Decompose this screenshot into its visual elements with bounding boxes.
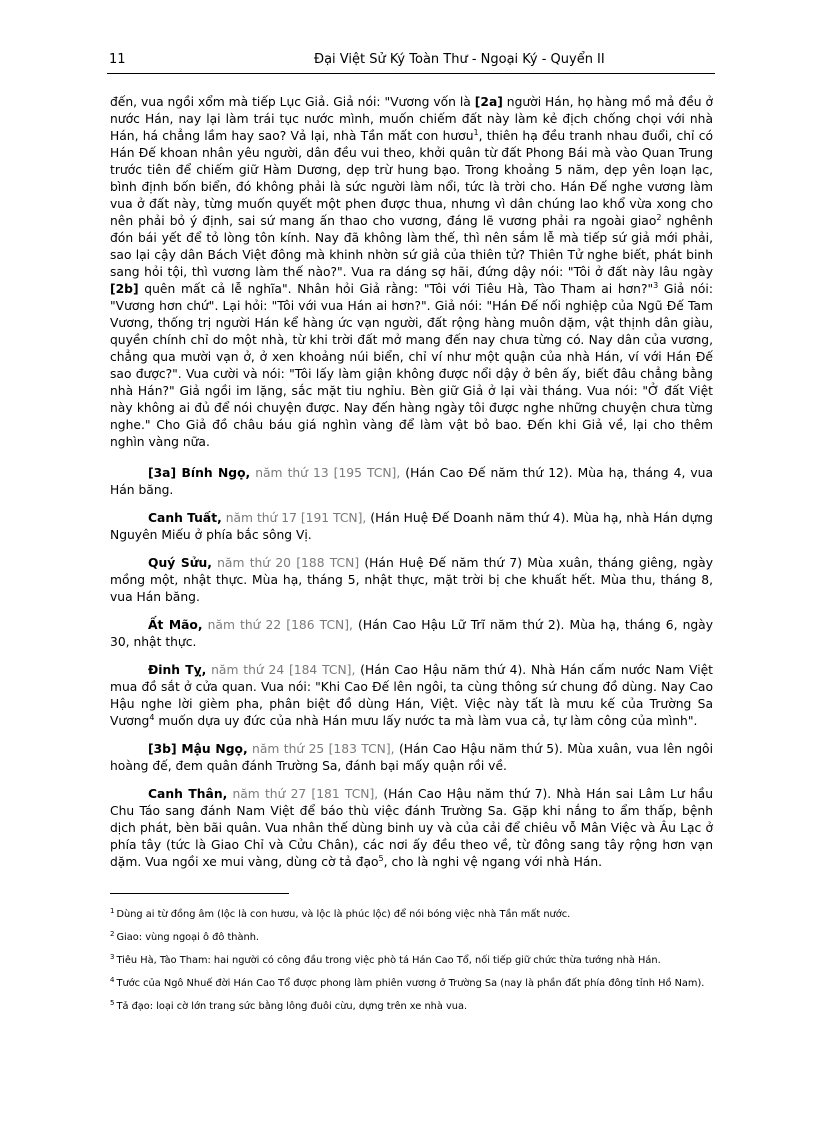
footnotes xyxy=(110,908,713,1023)
year-name: [3b] Mậu Ngọ, xyxy=(148,742,248,756)
text-run: , thiên hạ đều tranh nhau đuổi, chỉ có Hán Đế khoan nhân yêu người, dân đều vui theo, khởi quân từ đất Phong Bái mà vào Quan Trung trước tiên để chiếm giữ Hàm Dương, dẹp trừ hung bạo. Trong khoảng 5 năm, dẹp yên loạn lạc, bình định bốn biển, đó không phải là sức người làm nổi, tức là trời cho. Hán Đế nghe vương làm vua ở đất này, từng muốn quyết một phen được thua, nhưng vì dân chúng lao khổ vừa xong cho nên phải bỏ ý định, sai sứ mang ấn thao cho vương, đáng lẽ vương phải ra ngoài giao xyxy=(110,129,713,228)
entry-text: (Hán Cao Hậu năm thứ 4). Nhà Hán cấm nước Nam Việt mua đồ sắt ở cửa quan. Vua nói: "Khi Cao Đế lên ngôi, ta cùng thông sứ chung đồ dùng. Nay Cao Hậu nghe lời gièm pha, phân biệt đồ dùng Hán, Việt. Việc này tất là mưu kế của Trường Sa Vương xyxy=(110,663,714,728)
intro-paragraph xyxy=(110,94,713,451)
footnote-ref[interactable]: 5 xyxy=(378,854,384,863)
footnote-number: 5 xyxy=(110,999,115,1007)
year-note: năm thứ 13 [195 TCN], xyxy=(250,466,401,480)
entry-text: (Hán Huệ Đế Doanh năm thứ 4). Mùa hạ, nhà Hán dựng Nguyên Miếu ở phía bắc sông Vị. xyxy=(110,511,713,542)
year-name: Đinh Tỵ, xyxy=(148,663,207,677)
footnote-ref[interactable]: 4 xyxy=(149,713,155,722)
text-run: người Hán, họ hàng mồ mả đều ở nước Hán, nay lại làm trái tục nước mình, muốn chiếm đất này làm kẻ địch chống chọi với nhà Hán, há chẳng lầm hay sao? Vả lại, nhà Tần mất con hươu xyxy=(110,95,713,143)
footnote-number: 3 xyxy=(110,953,115,961)
year-note: năm thứ 17 [191 TCN], xyxy=(221,511,367,525)
entry-text: (Hán Cao Hậu Lữ Trĩ năm thứ 2). Mùa hạ, tháng 6, ngày 30, nhật thực. xyxy=(110,618,713,649)
text-run: quên mất cả lễ nghĩa". Nhân hỏi Giả rằng: "Tôi với Tiêu Hà, Tào Tham ai hơn?" xyxy=(138,282,654,296)
year-name: Quý Sửu, xyxy=(148,556,212,570)
text-run: nghênh đón bái yết để tỏ lòng tôn kính. Nay đã không làm thế, thì nên sắm lễ mà tiếp sứ giả mới phải, sao lại cậy dân Bách Việt đông mà khinh nhờn sứ giả của thiên tử? Thiên Tử nghe biết, phát binh sang hỏi tội, thì vương làm thế nào?". Vua ra dáng sợ hãi, đứng dậy nói: "Tôi ở đất này lâu ngày xyxy=(110,214,713,279)
footnote xyxy=(110,908,713,931)
year-entry xyxy=(110,741,713,775)
year-note: năm thứ 24 [184 TCN], xyxy=(206,663,356,677)
footnote-divider xyxy=(110,893,289,894)
year-name: Canh Tuất, xyxy=(148,511,222,525)
footnote-number: 2 xyxy=(110,930,115,938)
year-note: năm thứ 25 [183 TCN], xyxy=(247,742,395,756)
footnote-text: Tước của Ngô Nhuế đời Hán Cao Tổ được phong làm phiên vương ở Trường Sa (nay là phần đất phía đông tỉnh Hồ Nam). xyxy=(116,978,705,989)
year-entry xyxy=(110,510,713,544)
footnote-number: 4 xyxy=(110,976,115,984)
section-marker: [2b] xyxy=(110,282,139,296)
year-entry xyxy=(110,662,713,730)
year-name: Canh Thân, xyxy=(148,787,228,801)
year-entry xyxy=(110,555,713,606)
footnote-text: Tả đạo: loại cờ lớn trang sức bằng lông đuôi cừu, dựng trên xe nhà vua. xyxy=(116,1001,468,1012)
year-entry xyxy=(110,465,713,499)
year-note: năm thứ 27 [181 TCN], xyxy=(227,787,379,801)
year-note: năm thứ 20 [188 TCN] xyxy=(211,556,360,570)
footnote-ref[interactable]: 1 xyxy=(473,128,479,137)
section-marker: [2a] xyxy=(474,95,503,109)
text-run: Giả nói: "Vương hơn chứ". Lại hỏi: "Tôi với vua Hán ai hơn?". Giả nói: "Hán Đế nối nghiệp của Ngũ Đế Tam Vương, thống trị người Hán kể hàng ức vạn người, đất rộng hàng muôn dặm, vật thịnh dân giàu, quyền chính chỉ do một nhà, từ khi trời đất mở mang đến nay chưa từng có. Nay dân của vương, chẳng qua mười vạn ở, ở xen khoảng núi biển, chỉ ví như một quận của nhà Hán, ví với Hán Đế sao được?". Vua cười và nói: "Tôi lấy làm giận không được nổi dậy ở bên ấy, biết đâu chẳng bằng nhà Hán?" Giả ngồi im lặng, sắc mặt tiu nghỉu. Bèn giữ Giả ở lại vài tháng. Vua nói: "Ở đất Việt này không ai đủ để nói chuyện được. Nay đến hàng ngày tôi được nghe những chuyện chưa từng nghe." Cho Giả đồ châu báu giá nghìn vàng để làm vật bỏ bao. Đến khi Giả về, lại cho thêm nghìn vàng nữa. xyxy=(110,282,713,449)
footnote-ref[interactable]: 2 xyxy=(656,213,662,222)
page-number: 11 xyxy=(109,52,126,67)
footnote-number: 1 xyxy=(110,907,115,915)
page-header xyxy=(107,49,715,74)
year-entry xyxy=(110,786,713,871)
year-note: năm thứ 22 [186 TCN], xyxy=(202,618,353,632)
entry-text: (Hán Cao Hậu năm thứ 7). Nhà Hán sai Lâm Lư hầu Chu Táo sang đánh Nam Việt để báo thù việc đánh Trường Sa. Gặp khi nắng to ẩm thấp, bệnh dịch phát, bèn bãi quân. Vua nhân thế dùng binh uy và của cải để chiêu vỗ Mân Việc và Âu Lạc ở phía tây (tức là Giao Chỉ và Cửu Chân), các nơi ấy đều theo về, từ đông sang tây rộng hơn vạn dặm. Vua ngồi xe mui vàng, dùng cờ tả đạo xyxy=(110,787,713,869)
text-run: đến, vua ngồi xổm mà tiếp Lục Giả. Giả nói: "Vương vốn là xyxy=(110,95,475,109)
year-name: Ất Mão, xyxy=(148,618,203,632)
entry-text: , cho là nghi vệ ngang với nhà Hán. xyxy=(383,855,603,869)
running-title: Đại Việt Sử Ký Toàn Thư - Ngoại Ký - Quyển II xyxy=(314,52,605,67)
footnote xyxy=(110,1000,713,1023)
footnote-text: Tiêu Hà, Tào Tham: hai người có công đầu trong việc phò tá Hán Cao Tổ, nối tiếp giữ chức thừa tướng nhà Hán. xyxy=(116,955,661,966)
footnote xyxy=(110,931,713,954)
entry-text: (Hán Cao Đế năm thứ 12). Mùa hạ, tháng 4, vua Hán băng. xyxy=(110,466,713,497)
entry-text: muốn dựa uy đức của nhà Hán mưu lấy nước ta mà làm vua cả, tự làm công của mình". xyxy=(154,714,698,728)
footnote xyxy=(110,977,713,1000)
entry-text: (Hán Huệ Đế năm thứ 7) Mùa xuân, tháng giêng, ngày mồng một, nhật thực. Mùa hạ, tháng 5, nhật thực, mặt trời bị che khuất hết. Mùa thu, tháng 8, vua Hán băng. xyxy=(110,556,713,604)
footnote-ref[interactable]: 3 xyxy=(653,281,659,290)
footnote-text: Dùng ai từ đồng âm (lộc là con hươu, và lộc là phúc lộc) để nói bóng việc nhà Tần mất nước. xyxy=(116,909,571,920)
year-entry xyxy=(110,617,713,651)
entry-text: (Hán Cao Hậu năm thứ 5). Mùa xuân, vua lên ngôi hoàng đế, đem quân đánh Trường Sa, đánh bại mấy quận rồi về. xyxy=(110,742,713,773)
body-text xyxy=(110,94,713,882)
footnote xyxy=(110,954,713,977)
footnote-text: Giao: vùng ngoại ô đô thành. xyxy=(116,932,260,943)
year-name: [3a] Bính Ngọ, xyxy=(148,466,251,480)
